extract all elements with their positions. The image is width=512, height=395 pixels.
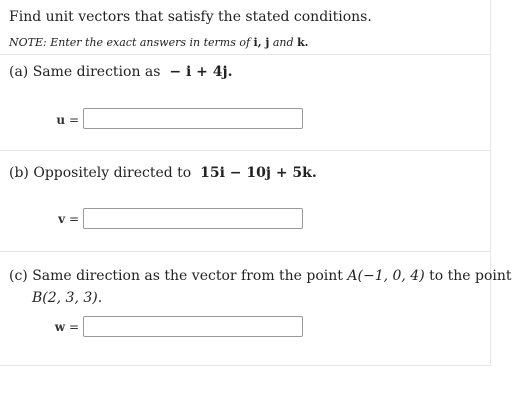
question-intro: Find unit vectors that satisfy the stated conditions. (9, 9, 372, 25)
question-note (9, 36, 309, 49)
part-c-prompt-line2 (32, 290, 102, 306)
part-c-suffix: to the point (429, 268, 512, 284)
answer-w-equals: = (68, 320, 79, 334)
point-b: B(2, 3, 3). (32, 290, 103, 306)
note-text: Enter the exact answers in terms of (50, 36, 251, 49)
part-a-prompt (9, 64, 232, 80)
part-c-prefix: (c) Same direction as the vector from the point (9, 268, 343, 284)
note-prefix: NOTE: (9, 36, 47, 49)
answer-u-var: u (56, 113, 66, 127)
part-c-prompt-line1 (9, 268, 512, 284)
part-b-prefix: (b) Oppositely directed to (9, 165, 192, 181)
part-a-expression: − i + 4j. (169, 64, 233, 80)
answer-v-label (51, 212, 79, 226)
part-b-expression: 15i − 10j + 5k. (200, 165, 317, 181)
answer-w-var: w (54, 320, 66, 334)
answer-v-equals: = (68, 212, 79, 226)
point-a: A(−1, 0, 4) (347, 268, 425, 284)
answer-w-input[interactable] (83, 316, 303, 337)
note-and: and (272, 36, 294, 49)
note-last-vector: k. (297, 36, 309, 49)
part-a-prefix: (a) Same direction as (9, 64, 161, 80)
part-b-prompt (9, 165, 317, 181)
answer-v-var: v (58, 212, 66, 226)
divider (0, 251, 491, 252)
answer-u-input[interactable] (83, 108, 303, 129)
answer-w-label (47, 320, 79, 334)
note-vectors: i, j (253, 36, 270, 49)
answer-v-input[interactable] (83, 208, 303, 229)
divider (0, 150, 491, 151)
answer-u-equals: = (68, 113, 79, 127)
answer-u-label (51, 113, 79, 127)
divider (0, 54, 491, 55)
